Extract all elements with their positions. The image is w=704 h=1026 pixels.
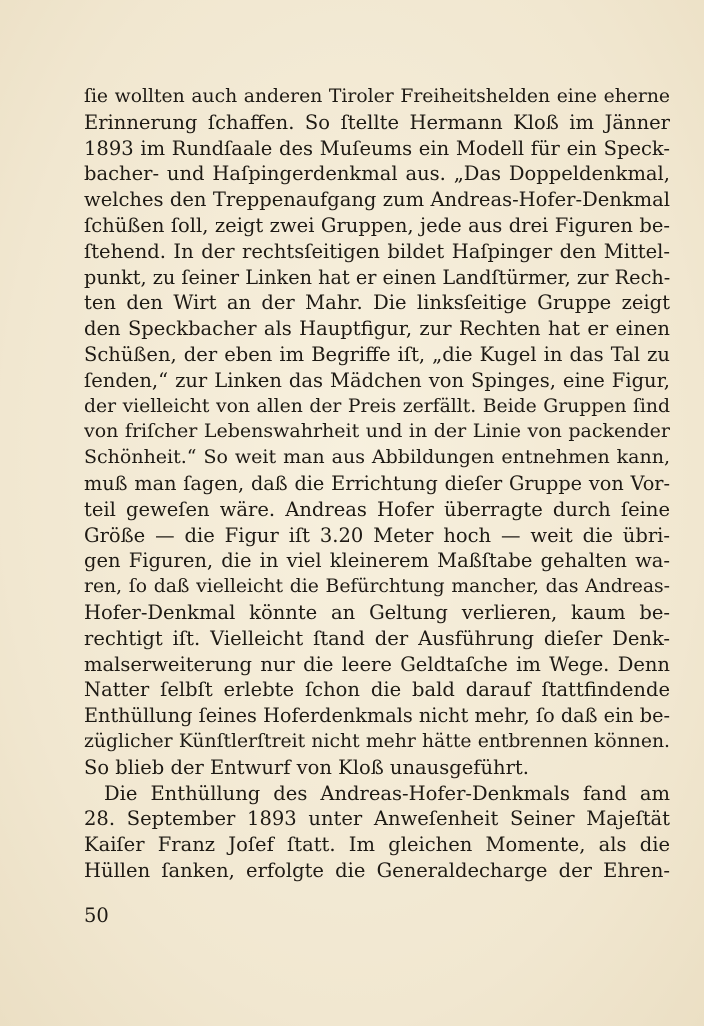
text-line: malserweiterung nur die leere Geldtaſche im Wege. Denn [84,652,670,676]
paragraph [84,781,670,884]
text-line: ſenden,“ zur Linken das Mädchen von Spinges, eine Figur, [84,368,670,392]
text-line: ſtehend. In der rechtsſeitigen bildet Haſpinger den Mittel- [84,239,670,263]
text-line: Schönheit.“ So weit man aus Abbildungen entnehmen kann, [84,446,670,469]
text-line: rechtigt iſt. Vielleicht ſtand der Ausführung dieſer Denk- [84,626,670,650]
text-line: ſie wollten auch anderen Tiroler Freiheitshelden eine eherne [84,86,670,107]
page-number: 50 [84,904,109,927]
text-line: Kaiſer Franz Joſef ſtatt. Im gleichen Momente, als die [84,833,670,857]
text-line: ſchüßen ſoll, zeigt zwei Gruppen, jede aus drei Figuren be- [84,213,670,237]
text-line: ten den Wirt an der Mahr. Die linksſeitige Gruppe zeigt [84,291,670,315]
text-line: teil geweſen wäre. Andreas Hofer überragte durch ſeine [84,497,670,521]
text-line: 28. September 1893 unter Anweſenheit Seiner Majeſtät [84,807,670,831]
text-line: Enthüllung ſeines Hoferdenkmals nicht mehr, ſo daß ein be- [84,704,670,728]
text-line: Schüßen, der eben im Begriffe iſt, „die Kugel in das Tal zu [84,342,670,366]
text-line: welches den Treppenaufgang zum Andreas-Hofer-Denkmal [84,188,670,212]
text-line: den Speckbacher als Hauptfigur, zur Rechten hat er einen [84,317,670,341]
text-line: züglicher Künſtlerſtreit nicht mehr hätte entbrennen können. [84,730,670,752]
text-line: Hüllen ſanken, erfolgte die Generaldecharge der Ehren- [84,858,670,882]
text-line: Erinnerung ſchaffen. So ſtellte Hermann Kloß im Jänner [84,110,670,134]
paragraph [84,84,670,781]
text-line: Natter ſelbſt erlebte ſchon die bald darauf ſtattfindende [84,678,670,702]
text-line: 1893 im Rundſaale des Muſeums ein Modell für ein Speck- [84,136,670,160]
text-line: Die Enthüllung des Andreas-Hofer-Denkmals fand am [104,781,670,805]
text-line: muß man ſagen, daß die Errichtung dieſer Gruppe von Vor- [84,471,670,495]
text-line: punkt, zu ſeiner Linken hat er einen Landſtürmer, zur Rech- [84,265,670,289]
text-line: gen Figuren, die in viel kleinerem Maßſtabe gehalten wa- [84,549,670,573]
text-line: Hofer-Denkmal könnte an Geltung verlieren, kaum be- [84,600,670,624]
text-line: So blieb der Entwurf von Kloß unausgeführt. [84,755,529,779]
text-line: Größe — die Figur iſt 3.20 Meter hoch — weit die übri- [84,523,670,547]
text-line: bacher- und Haſpingerdenkmal aus. „Das Doppeldenkmal, [84,162,670,186]
text-line: von friſcher Lebenswahrheit und in der Linie von packender [84,420,670,443]
text-line: der vielleicht von allen der Preis zerfällt. Beide Gruppen ſind [84,395,670,417]
body-text [84,84,670,884]
text-line: ren, ſo daß vielleicht die Befürchtung mancher, das Andreas- [84,576,670,598]
